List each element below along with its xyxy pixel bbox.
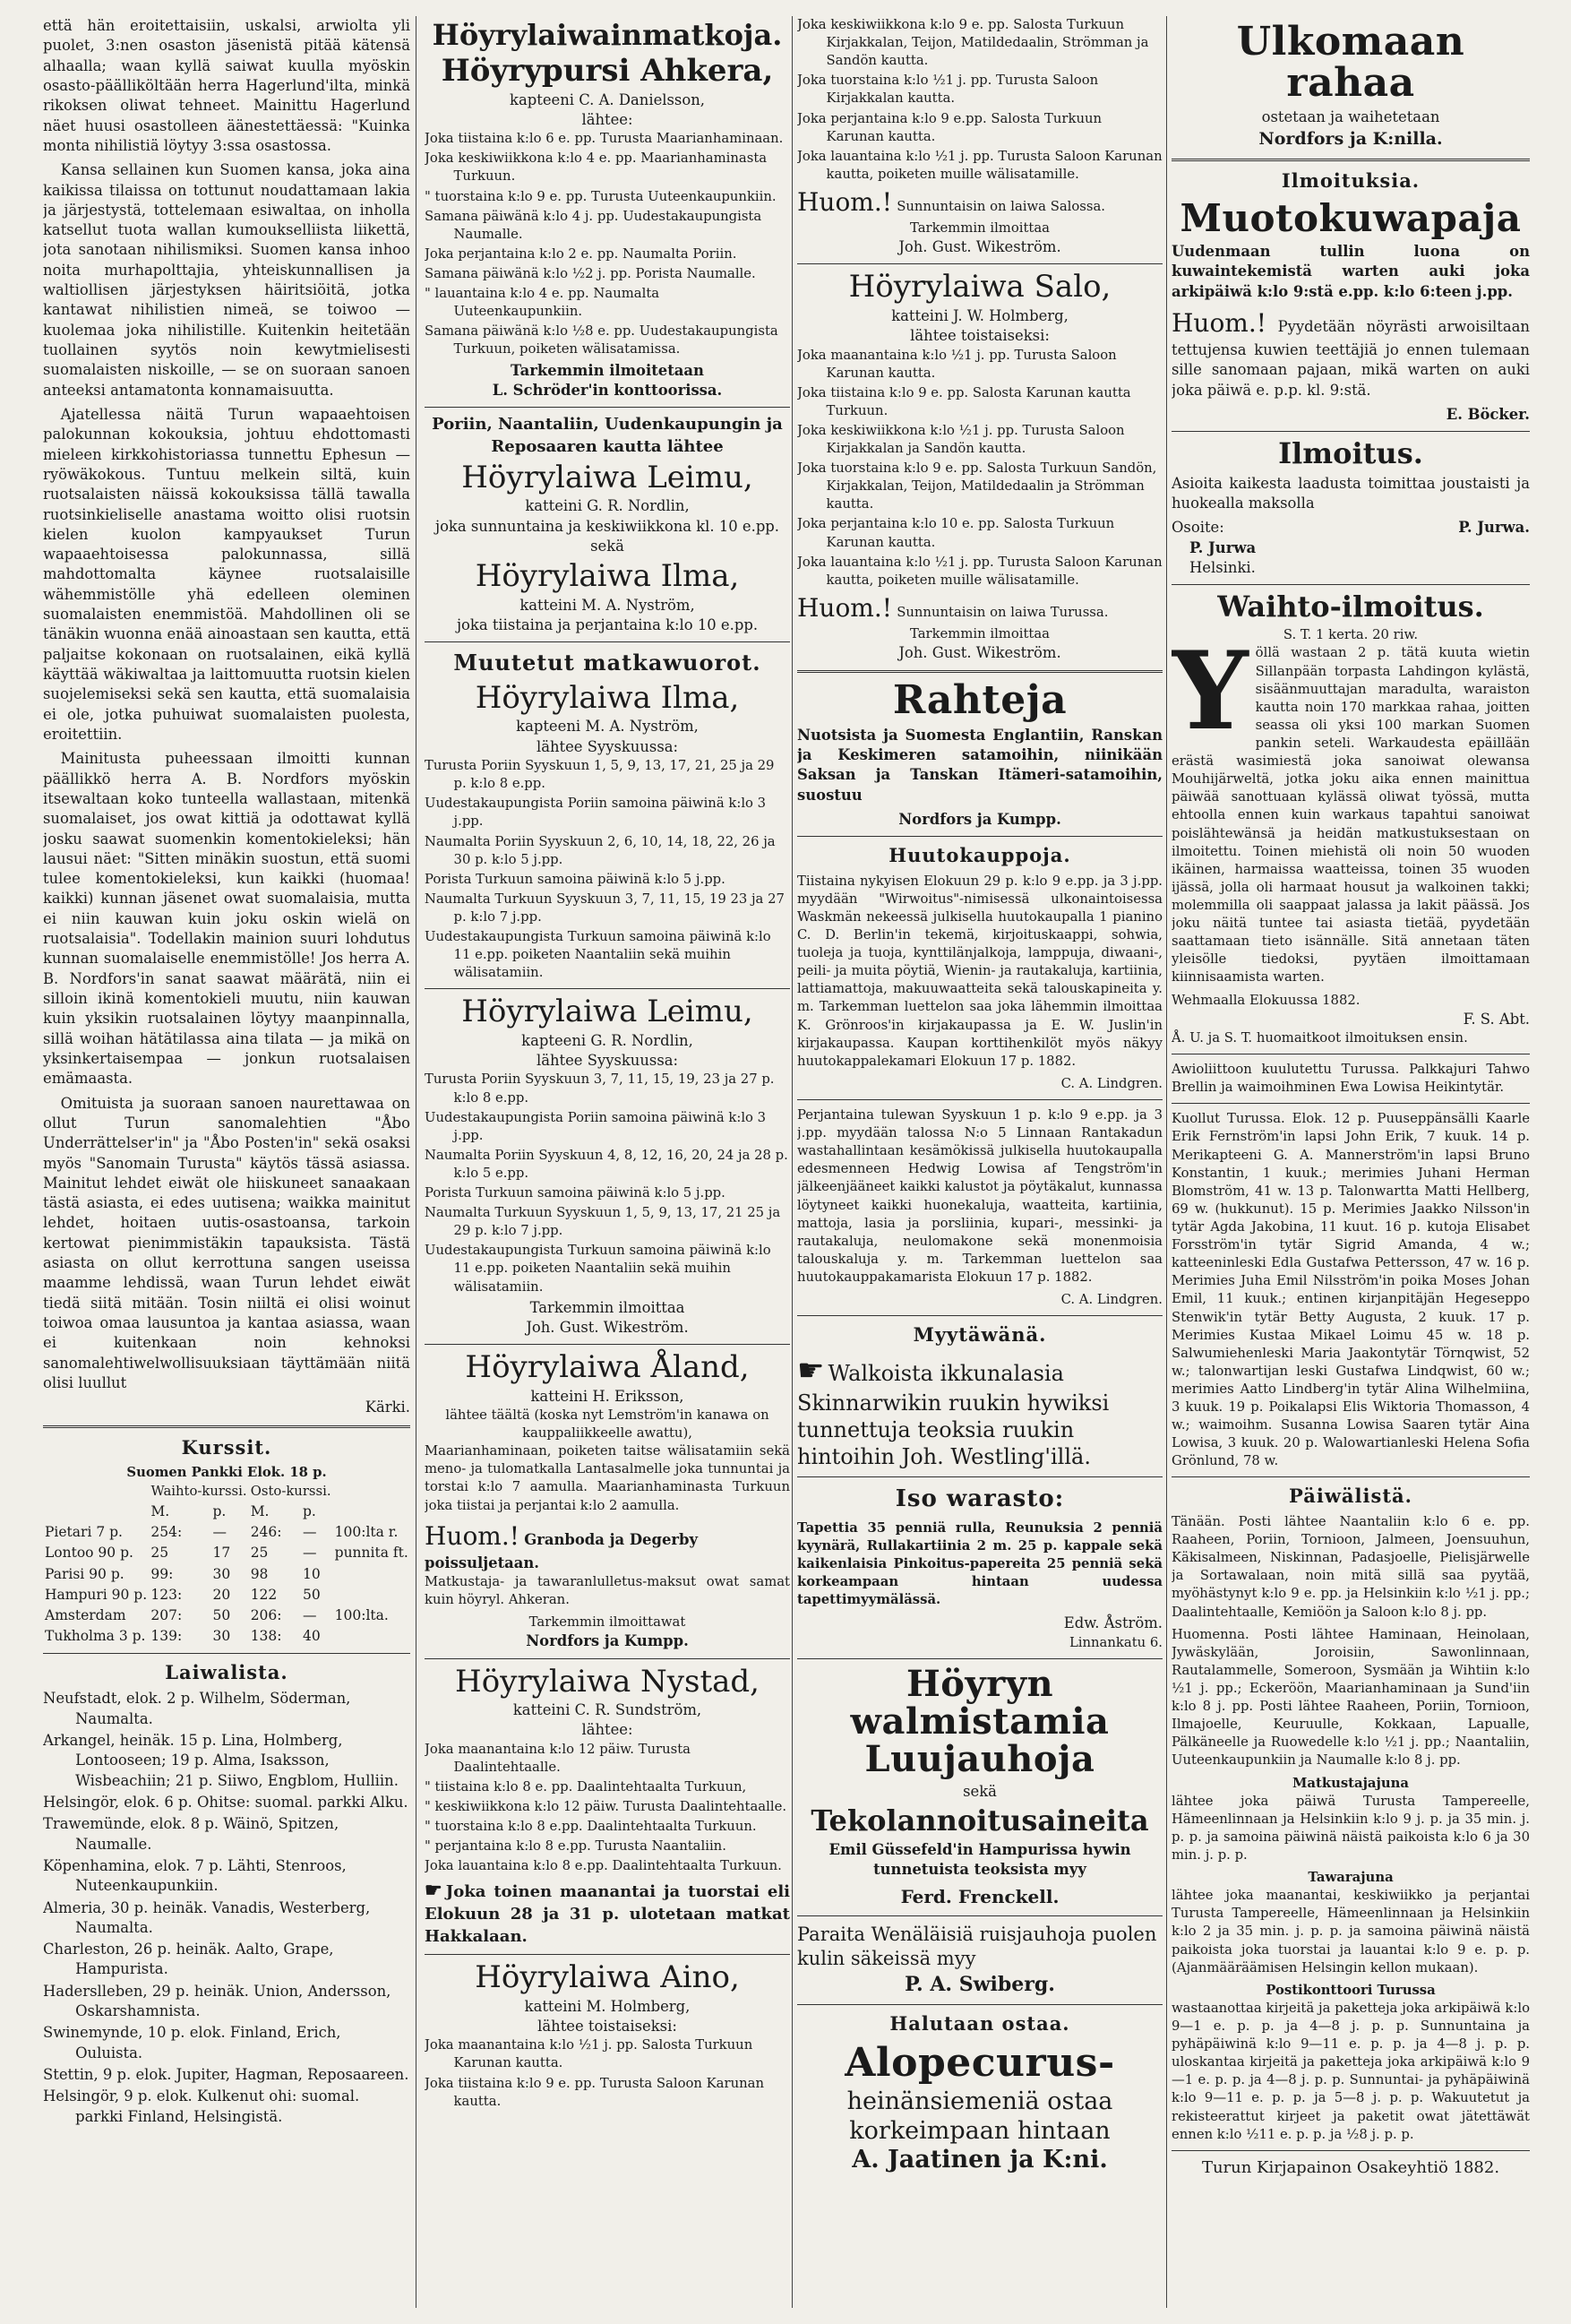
schedule-line: Uudestakaupungista Poriin samoina päiwinä k:lo 3 j.pp. — [425, 796, 767, 830]
huom-label: Huom.! — [1172, 308, 1267, 339]
article-paragraph: että hän eroitettaisiin, uskalsi, arwiolta yli puolet, 3:nen osaston jäsenistä pitää kätensä alhaalla; waan kyllä saiwat kuulla myöskin osasto-päälliköltään herra Hagerlund'ilta, minkä rikoksen oliwat tehneet. Mainittu Hagerlund näet huusi osastolleen äänestettäessä: "Kuinka monta nihilistiä löytyy 3:ssa osastossa. — [43, 17, 410, 154]
divider — [797, 1315, 1163, 1316]
rates-city: Lontoo 90 p. — [45, 1545, 133, 1562]
schedule-more: Tarkemmin ilmoitetaan — [511, 361, 704, 379]
schedule-line: Joka tiistaina k:lo 6 e. pp. Turusta Maarianhaminaan. — [425, 131, 784, 147]
ship-text: lähtee täältä (koska nyt Lemström'in kanawa on kauppaliikkeelle awattu), — [445, 1407, 769, 1442]
matkustaja-text: lähtee joka päiwä Turusta Tampereelle, Hämeenlinnaan ja Helsinkiin k:lo 9 j. p. ja 35 min. j. p. p. ja samoina päiwinä näistä paikoista k:lo 6 ja 30 min. j. p. p. — [1172, 1793, 1530, 1863]
iso-warasto-title: Iso warasto: — [895, 1485, 1065, 1513]
ostetaan-text: ostetaan ja waihetetaan — [1261, 108, 1440, 126]
column-2 — [425, 16, 790, 2308]
column-rule — [1166, 16, 1167, 2308]
alopecurus-title: Alopecurus- — [845, 2039, 1115, 2086]
rates-cell: 254: — [150, 1524, 183, 1541]
rates-unit: M. — [250, 1503, 270, 1520]
schedule-line: Turusta Poriin Syyskuun 3, 7, 11, 15, 19, 23 ja 27 p. k:lo 8 e.pp. — [425, 1072, 775, 1106]
tanaan-text: Tänään. Posti lähtee Naantaliin k:lo 6 e. pp. Raaheen, Poriin, Tornioon, Jalmeen, Joensuuhun, Käkisalmeen, Niskinnan, Padasjoelle, Pielisjärwelle ja Sortawalaan, noin mitä sillä saa pyytää, myöhästynyt k:lo 9 e. pp. ja Helsinkiin k:lo ½1 j. pp.; Daalintehtaalle, Kemiöön ja Saloon k:lo 8 j. pp. — [1172, 1514, 1530, 1620]
schedule-more: Tarkemmin ilmoittawat — [528, 1614, 686, 1631]
list-item: Helsingör, elok. 6 p. Ohitse: suomal. parkki Alku. — [43, 1793, 408, 1811]
schedule-line: Naumalta Turkuun Syyskuun 3, 7, 11, 15, 19 23 ja 27 p. k:lo 7 j.pp. — [425, 891, 785, 925]
auction-text: Perjantaina tulewan Syyskuun 1 p. k:lo 9 e.pp. ja 3 j.pp. myydään talossa N:o 5 Linnaan Rantakadun wastahallintaan kesämökissä julkisella huutokaupalla edesmenneen Hedwig Lowisa af Tengström'in jälkeenjääneet kaikki kalustot ja pöytäkalut, kunnassa löytyneet kaikki huonekaluja, waatteita, kartiinia, mattoja, lasia ja porsliinia, kupari-, messinki- ja rautakaluja, neulomakone sekä monenmoisia talouskaluja y. m. Tarkemman luettelon saa huutokauppakamarista Elokuun 17 p. 1882. — [797, 1107, 1163, 1286]
ship-captain: kapteeni G. R. Nordlin, — [521, 1031, 693, 1049]
seka-label: sekä — [963, 1782, 997, 1800]
ship-ilma2-name: Höyrylaiwa Ilma, — [475, 680, 740, 717]
list-item: Köpenhamina, elok. 7 p. Lähti, Stenroos, Nuteenkaupunkiin. — [43, 1856, 347, 1895]
huom-text: Tarkemmin ilmoittaa — [909, 220, 1051, 237]
column-3 — [797, 16, 1163, 2308]
divider — [425, 988, 790, 989]
rates-cell: 139: — [150, 1627, 183, 1644]
divider — [1172, 159, 1530, 161]
ilmoitus-text: Asioita kaikesta laadusta toimittaa joustaisti ja huokealla maksolla — [1172, 474, 1530, 512]
frenckell-signature: Ferd. Frenckell. — [900, 1885, 1060, 1907]
paraita-text: Paraita Wenäläisiä ruisjauhoja puolen kulin säkeissä myy — [797, 1923, 1157, 1970]
rahteja-text: Nuotsista ja Suomesta Englantiin, Ranskan ja Keskimeren satamoihin, niinikään Saksan ja Tanskan Itämeri-satamoihin, suostuu — [797, 726, 1163, 804]
schedule-more: Tarkemmin ilmoittaa — [529, 1298, 685, 1316]
ship-captain: katteini G. R. Nordlin, — [525, 497, 690, 515]
schedule-line: " tuorstaina k:lo 8 e.pp. Daalintehtaalta Turkuun. — [425, 1819, 757, 1835]
schedule-line: Samana päiwänä k:lo 4 j. pp. Uudestakaupungista Naumalle. — [425, 208, 762, 242]
schedule-line: Joka keskiwiikkona k:lo ½1 j. pp. Turusta Saloon Kirjakkalan ja Sandön kautta. — [797, 422, 1125, 457]
divider — [1172, 1103, 1530, 1104]
rates-cell: — — [302, 1524, 317, 1541]
waihto-signature: F. S. Abt. — [1463, 1010, 1530, 1028]
huom-text: Granboda ja Degerby poissuljetaan. — [425, 1530, 698, 1571]
ship-captain: katteini H. Eriksson, — [530, 1387, 684, 1405]
ship-text: joka sunnuntaina ja keskiwiikkona kl. 10 e.pp. — [434, 517, 780, 535]
divider — [797, 1915, 1163, 1916]
ship-schedule — [797, 16, 1163, 184]
divider — [425, 1344, 790, 1345]
schedule-line: Naumalta Poriin Syyskuun 4, 8, 12, 16, 20, 24 ja 28 p. k:lo 5 e.pp. — [425, 1147, 788, 1181]
rates-cell: 122 — [250, 1586, 278, 1603]
ship-schedule — [425, 130, 790, 358]
pointing-hand-icon: ☛ — [797, 1352, 825, 1389]
iso-warasto-address: Linnankatu 6. — [1069, 1634, 1163, 1650]
huom-notice — [797, 185, 1163, 258]
article-paragraph: Kansa sellainen kun Suomen kansa, joka aina kaikissa tilaissa on tottunut noudattamaan lakia ja järjestystä, tottelemaan esiwaltaa, on inholla katsellut tuota wallan kumoukselliista liikettä, jota sanotaan nihilismiksi. Suomen kansa inhoo noita murhapolttajia, yhteiskunnallisen ja waltiollisen järjestyksen häiritsiöitä, jotka kantawat nihilistien nimeä, se toiwoo — kuolemaa joka nihilistille. Kuitenkin heitetään tuollainen syytös noin kewytmielisesti suomalaisten niskoille, — se on suoraan sanoen anteeksi antamatonta konnamaisuutta. — [43, 161, 410, 399]
divider — [797, 670, 1163, 673]
column-1 — [43, 16, 410, 2308]
paiwalista-title: Päiwälistä. — [1289, 1485, 1412, 1508]
rates-cell: 17 — [212, 1545, 231, 1562]
ship-captain: katteini M. A. Nyström, — [519, 596, 695, 614]
waihto-sub: S. T. 1 kerta. 20 riw. — [1283, 627, 1419, 643]
laiwalista-title: Laiwalista. — [165, 1660, 288, 1683]
huom-signature: Joh. Gust. Wikeström. — [898, 238, 1061, 256]
rates-cell: 206: — [250, 1606, 282, 1623]
posti-title: Postikonttoori Turussa — [1266, 1982, 1436, 1998]
rates-cell: 20 — [212, 1586, 231, 1603]
schedule-line: Joka lauantaina k:lo 8 e.pp. Daalintehtaalta Turkuun. — [425, 1858, 782, 1874]
rates-cell: 99: — [150, 1565, 174, 1582]
rates-row — [43, 1543, 410, 1563]
jaatinen-signature: A. Jaatinen ja K:ni. — [852, 2145, 1108, 2173]
ship-aland-name: Höyrylaiwa Åland, — [465, 1349, 750, 1386]
divider — [1172, 2150, 1530, 2151]
hoyryn-title: Höyryn walmistamia Luujauhoja — [850, 1662, 1110, 1780]
rates-note: 100:lta r. — [334, 1524, 399, 1541]
divider — [797, 263, 1163, 264]
article-signature: Kärki. — [365, 1399, 410, 1416]
rates-unit: p. — [212, 1503, 227, 1520]
ship-nystad-name: Höyrylaiwa Nystad, — [455, 1663, 760, 1700]
posti-text: wastaanottaa kirjeitä ja paketteja joka arkipäiwä k:lo 9—1 e. p. p. ja 4—8 j. p. p. Sunnuntaina ja pyhäpäiwinä k:lo 9—11 e. p. p. ja 4—8 j. p. p. uloskantaa kirjeitä ja paketteja joka arkipäiwä k:lo 9—1 e. p. p. ja 4—8 j. p. p. Sunnuntai- ja pyhäpäiwinä k:lo 9—11 e. p. p. ja 5—8 j. p. p. Wakuutetut ja rekisteerattut kirjeet ja paketit owat jätettäwät ennen k:lo ½11 e. p. p. ja ½8 j. p. p. — [1172, 2000, 1530, 2142]
nordfors-signature: Nordfors ja K:nilla. — [1258, 128, 1443, 149]
divider — [1172, 1476, 1530, 1477]
ship-captain: katteini C. R. Sundström, — [512, 1701, 702, 1719]
rates-cell: 25 — [250, 1545, 269, 1562]
schedule-line: Joka keskiwiikkona k:lo 4 e. pp. Maarianhaminasta Turkuun. — [425, 151, 768, 185]
schedule-line: Naumalta Poriin Syyskuun 2, 6, 10, 14, 18, 22, 26 ja 30 p. k:lo 5 j.pp. — [425, 833, 776, 867]
rates-note: 100:lta. — [334, 1606, 389, 1623]
rates-note — [333, 1585, 410, 1605]
schedule-line: Joka perjantaina k:lo 9 e.pp. Salosta Turkuun Karunan kautta. — [797, 110, 1103, 144]
rates-row — [43, 1585, 410, 1605]
ship-captain: katteini J. W. Holmberg, — [891, 306, 1069, 324]
bocker-signature: E. Böcker. — [1446, 406, 1530, 424]
ship-leimu2-name: Höyrylaiwa Leimu, — [461, 994, 753, 1030]
ship-leaves: lähtee Syyskuussa: — [536, 737, 679, 755]
muotokuwa-title: Muotokuwapaja — [1180, 196, 1522, 241]
divider — [797, 1658, 1163, 1659]
column-rule — [792, 16, 793, 2308]
rates-city: Hampuri 90 p. — [45, 1586, 148, 1603]
schedule-signature: Joh. Gust. Wikeström. — [526, 1319, 689, 1337]
list-item: Almeria, 30 p. heinäk. Vanadis, Westerberg, Naumalta. — [43, 1898, 371, 1936]
rates-head-waihto: Waihto-kurssi. — [150, 1484, 247, 1500]
divider — [425, 1658, 790, 1659]
schedule-line: " tuorstaina k:lo 9 e. pp. Turusta Uuteenkaupunkiin. — [425, 188, 777, 204]
rates-note — [333, 1564, 410, 1585]
ship-captain: kapteeni C. A. Danielsson, — [510, 90, 705, 108]
list-item: Stettin, 9 p. elok. Jupiter, Hagman, Reposaareen. — [43, 2066, 409, 2084]
walkoista-ad — [797, 1352, 1163, 1471]
rates-unit: M. — [150, 1503, 170, 1520]
schedule-line: Joka tuorstaina k:lo 9 e. pp. Salosta Turkuun Sandön, Kirjakkalan, Teijon, Matildedaalin ja Strömman kautta. — [797, 460, 1157, 512]
schedule-line: " tiistaina k:lo 8 e. pp. Daalintehtaalta Turkuun, — [425, 1778, 747, 1795]
column-4 — [1172, 16, 1530, 2308]
ship-leaves: lähtee: — [581, 110, 633, 128]
schedule-line: Uudestakaupungista Turkuun samoina päiwinä k:lo 11 e.pp. poiketen Naantaliin sekä muihin wälisatamiin. — [425, 929, 771, 981]
seka-label: sekä — [590, 538, 624, 555]
rates-note — [333, 1626, 410, 1647]
rates-cell: 30 — [212, 1627, 231, 1644]
laiwalista-list — [43, 1689, 410, 2127]
kurssit-title: Kurssit. — [181, 1435, 272, 1459]
schedule-line: Joka maanantaina k:lo 12 päiw. Turusta Daalintehtaalle. — [425, 1741, 691, 1775]
huom-label: Huom.! — [797, 186, 893, 217]
ship-text: Maarianhaminaan, poiketen taitse wälisatamiin sekä meno- ja tulomatkalla Lantasalmelle joka tunnuntai ja torstai k:lo 7 aamulla. Maarianhaminasta Turkuun joka tiistai ja perjantai k:lo 2 aamulla. — [425, 1443, 790, 1513]
schedule-line: Joka tiistaina k:lo 9 e. pp. Salosta Karunan kautta Turkuun. — [797, 384, 1131, 418]
printer-footer: Turun Kirjapainon Osakeyhtiö 1882. — [1201, 2157, 1500, 2177]
divider — [1172, 584, 1530, 585]
schedule-line: Porista Turkuun samoina päiwinä k:lo 5 j.pp. — [425, 871, 725, 887]
iso-warasto-text: Tapettia 35 penniä rulla, Reunuksia 2 penniä kyynärä, Rullakartiinia 2 m. 25 p. kappale sekä kaikenlaisia Pinkoitus-papereita 25 penniä sekä korkeampaan hintaan uudessa tapettimyymälässä. — [797, 1519, 1163, 1608]
schedule-line: Samana päiwänä k:lo ½8 e. pp. Uudestakaupungista Turkuun, poiketen wälisatamissa. — [425, 323, 778, 357]
emil-text: Emil Güssefeld'in Hampurissa hywin tunnetuista teoksista myy — [828, 1841, 1131, 1879]
ilmoitus-title: Ilmoitus. — [1278, 436, 1423, 471]
huom-notice — [797, 591, 1163, 664]
schedule-line: Joka perjantaina k:lo 10 e. pp. Salosta Turkuun Karunan kautta. — [797, 516, 1115, 550]
rates-note: punnita ft. — [334, 1545, 408, 1562]
rates-cell: — — [302, 1606, 317, 1623]
ship-leaves: lähtee toistaiseksi: — [537, 2018, 677, 2036]
rahteja-signature: Nordfors ja Kumpp. — [898, 810, 1061, 828]
rates-city: Pietari 7 p. — [45, 1524, 123, 1541]
waihto-note: Å. U. ja S. T. huomaitkoot ilmoituksen ensin. — [1172, 1029, 1468, 1046]
schedule-line: Joka tiistaina k:lo 9 e. pp. Turusta Saloon Karunan kautta. — [425, 2075, 764, 2109]
rates-cell: 98 — [250, 1565, 269, 1582]
tawara-text: lähtee joka maanantai, keskiwiikko ja perjantai Turusta Tampereelle, Hämeenlinnaan ja Helsinkiin k:lo 2 ja 35 min. j. p. p. ja samoina päiwinä näistä paikoista joka tuorstai ja lauantai k:lo 9 e. p. p. (Ajanmääräämisen Helsingin kellon mukaan). — [1172, 1888, 1530, 1975]
divider — [425, 641, 790, 642]
schedule-line: " perjantaina k:lo 8 e.pp. Turusta Naantaliin. — [425, 1838, 726, 1855]
schedule-line: Joka perjantaina k:lo 2 e. pp. Naumalta Poriin. — [425, 245, 737, 262]
list-item: Swinemynde, 10 p. elok. Finland, Erich, Ouluista. — [43, 2024, 341, 2061]
schedule-line: Joka maanantaina k:lo ½1 j. pp. Turusta Saloon Karunan kautta. — [797, 347, 1117, 381]
huom-notice — [1172, 306, 1530, 400]
divider — [43, 1425, 410, 1428]
divider — [797, 1476, 1163, 1477]
schedule-line: Uudestakaupungista Turkuun samoina päiwinä k:lo 11 e.pp. poiketen Naantaliin sekä muihin wälisatamiin. — [425, 1243, 771, 1295]
ships-main-title: Höyrylaiwainmatkoja. — [432, 18, 783, 52]
huutokauppoja-title: Huutokauppoja. — [889, 844, 1071, 867]
rates-row — [43, 1564, 410, 1585]
osoite-row — [1172, 518, 1530, 538]
rates-cell: 50 — [212, 1606, 231, 1623]
rates-cell: 207: — [150, 1606, 183, 1623]
tawara-title: Tawarajuna — [1308, 1870, 1394, 1886]
ship-leimu-name: Höyrylaiwa Leimu, — [461, 460, 753, 496]
huom-text: Pyydetään nöyrästi arwoisiltaan tettujensa kuwien teettäjiä jo ennen tulemaan sille sanomaan pajaan, mikä warten on auki joka päiwä e. p.p. kl. 9:stä. — [1172, 318, 1530, 399]
article-body — [43, 16, 410, 1418]
divider — [425, 407, 790, 408]
ship-ilma-name: Höyrylaiwa Ilma, — [475, 558, 740, 595]
auction-text: Tiistaina nykyisen Elokuun 29 p. k:lo 9 e.pp. ja 3 j.pp. myydään "Wirwoitus"-nimisessä ulkonaintoisessa Waskmän nekeessä julkisella huutokaupalla 1 pianino C. D. Berlin'in tekemä, kirjoituskaappi, sohwia, tuoleja ja tuoja, kynttilänjalkoja, lamppuja, diwaani-, peili- ja muita pöytiä, Wienin- ja rautakaluja, kartiinia, lattiamattoja, makuuwaatteita sekä talouskapineita y. m. Tarkemman luettelon saa joka lähemmin ilmoittaa K. Grönroos'in kirjakaupassa ja E. W. Juslin'in kirjakaupassa. Kaupan korttihenkilöt myös näkyy huutokappalekamari Elokuun 17 p. 1882. — [797, 873, 1163, 1069]
rates-cell: 25 — [150, 1545, 169, 1562]
divider — [797, 836, 1163, 837]
kuollut-text: Kuollut Turussa. Elok. 12 p. Puuseppänsälli Kaarle Erik Fernström'in lapsi John Erik, 7 kuuk. 14 p. Merikapteeni G. A. Mannerström'in lapsi Bruno Konstantin, 1 kuuk.; merimies Juhani Herman Blomström, 41 w. 13 p. Talonwartta Matti Hellberg, 69 w. (hukkunut). 15 p. Merimies Jaakko Nilsson'in tytär Agda Jakobina, 11 kuut. 16 p. kutoja Elisabet Forsström'in tytär Sigrid Amanda, 4 w.; katteeninleski Edla Gustafwa Pettersson, 47 w. 16 p. Merimies Juha Emil Nilsström'in poika Moses Johan Emil, 11 kuuk.; entinen kirjanpitäjän Hegeseppo Stenwik'in tytär Betty Augusta, 2 kuuk. 17 p. Merimies Kustaa Mikael Loimu 45 w. 18 p. Salwumiehenleski Maria Jaakontytär Törnqwist, 52 w.; talonwartijan leski Gustafwa Lindqwist, 60 w.; merimies Aatto Lindberg'in tytär Alina Wilhelmiina, 3 kuuk. 19 p. Poikalapsi Elis Wiktoria Thomasson, 4 w.; waimoihm. Susanna Lowisa Saaren tytär Aina Lowisa, 3 kuuk. 20 p. Walowartianleski Helena Sofia Grönlund, 78 w. — [1172, 1111, 1530, 1469]
schedule-line: Turusta Poriin Syyskuun 1, 5, 9, 13, 17, 21, 25 ja 29 p. k:lo 8 e.pp. — [425, 758, 775, 792]
rates-table — [43, 1482, 410, 1647]
article-paragraph: Ajatellessa näitä Turun wapaaehtoisen palokunnan kokouksia, johtuu ehdottomasti mieleen kirkkohistoriassa tunnettu Ephesun — ryöwäkokous. Tuntuu melkein siltä, kuin ruotsalaisten näissä kokouksissa tällä tawalla ruotsinkieliselle anastama woitto olisi ruotsin kielen kuolon kampyaukset Turun wapaaehtoisessa palokunnassa, sillä mahdottomalta käynee ruotsalaisille wähemmistölle yhä edelleen oleminen suomalaisten enemmistöä. Mahdollinen oli se tänäkin wuonna enää ainoastaan sen kautta, että paljaitse kokonaan on ruotsalainen, eikä kyllä käyttää wäkiwaltaa ja laittomuutta ruotsin kielen suojelemiseksi sekä sen kautta, että suomalaisia ei ole, jotka puhuiwat suomalaisten puolesta, eroitettiin. — [43, 405, 410, 743]
schedule-office: L. Schröder'in konttoorissa. — [492, 381, 723, 399]
divider — [43, 1653, 410, 1654]
pori-heading: Poriin, Naantaliin, Uudenkaupungin ja Reposaaren kautta lähtee — [432, 415, 783, 456]
schedule-line: Uudestakaupungista Poriin samoina päiwinä k:lo 3 j.pp. — [425, 1109, 767, 1143]
rates-cell: 40 — [302, 1627, 321, 1644]
ulkomaan-title: Ulkomaan rahaa — [1236, 19, 1465, 107]
schedule-line: Porista Turkuun samoina päiwinä k:lo 5 j.pp. — [425, 1185, 725, 1201]
muotokuwa-text: Uudenmaan tullin luona on kuwaintekemistä warten auki joka arkipäiwä k:lo 9:stä e.pp. k:lo 6:teen j.pp. — [1172, 243, 1530, 300]
swiberg-signature: P. A. Swiberg. — [905, 1972, 1055, 1996]
rates-city: Tukholma 3 p. — [45, 1627, 146, 1644]
huom-text: Sunnuntaisin on laiwa Turussa. — [897, 604, 1109, 620]
ship-aino-name: Höyrylaiwa Aino, — [475, 1959, 740, 1996]
helsinki-label: Helsinki. — [1189, 558, 1256, 576]
rates-row — [43, 1605, 410, 1626]
list-item: Neufstadt, elok. 2 p. Wilhelm, Söderman, Naumalta. — [43, 1690, 351, 1727]
list-item: Arkangel, heinäk. 15 p. Lina, Holmberg, Lontooseen; 19 p. Alma, Isaksson, Wisbeachiin; 21 p. Siiwo, Engblom, Hulliin. — [43, 1732, 399, 1789]
huom-label: Huom.! — [425, 1520, 520, 1551]
list-item: Charleston, 26 p. heinäk. Aalto, Grape, Hampurista. — [43, 1941, 334, 1978]
ship-leaves: lähtee toistaiseksi: — [910, 327, 1050, 345]
rates-cell: 138: — [250, 1627, 282, 1644]
ship-schedule — [425, 2036, 790, 2110]
rates-cell: 123: — [150, 1586, 183, 1603]
walkoista-text: Walkoista ikkunalasia Skinnarwikin ruukin hywiksi tunnettuja teoksia ruukin hintoihin Joh. Westling'illä. — [797, 1360, 1110, 1470]
schedule-line: Naumalta Turkuun Syyskuun 1, 5, 9, 13, 17, 21 25 ja 29 p. k:lo 7 j.pp. — [425, 1205, 781, 1239]
rates-city: Amsterdam — [45, 1606, 126, 1623]
schedule-line: " keskiwiikkona k:lo 12 päiw. Turusta Daalintehtaalle. — [425, 1799, 787, 1815]
kurssit-subtitle: Suomen Pankki Elok. 18 p. — [126, 1465, 327, 1481]
schedule-line: " lauantaina k:lo 4 e. pp. Naumalta Uuteenkaupunkiin. — [425, 286, 660, 320]
ilmoituksia-title: Ilmoituksia. — [1281, 168, 1421, 192]
schedule-line: Joka tuorstaina k:lo ½1 j. pp. Turusta Saloon Kirjakkalan kautta. — [797, 73, 1099, 107]
ship-salo-name: Höyrylaiwa Salo, — [848, 269, 1112, 306]
huom-notice — [425, 1519, 790, 1573]
ship-text: joka tiistaina ja perjantaina k:lo 10 e.pp. — [456, 616, 759, 634]
schedule-line: Joka lauantaina k:lo ½1 j. pp. Turusta Saloon Karunan kautta, poiketen muille wälisatamille. — [797, 148, 1163, 182]
ship-text: Matkustaja- ja tawaranlulletus-maksut owat samat kuin höyryl. Ahkeran. — [425, 1574, 790, 1608]
list-item: Trawemünde, elok. 8 p. Wäinö, Spitzen, Naumalle. — [43, 1815, 339, 1853]
rates-cell: 30 — [212, 1565, 231, 1582]
divider — [425, 1954, 790, 1955]
rates-cell: 246: — [250, 1524, 282, 1541]
rates-cell: — — [212, 1524, 227, 1541]
auction-signature: C. A. Lindgren. — [1060, 1292, 1163, 1308]
dropcap-letter: Y — [1172, 628, 1249, 755]
article-paragraph: Omituista ja suoraan sanoen naurettawaa on ollut Turun sanomalehtien "Åbo Underrättelser'in" ja "Åbo Posten'in" sekä osaksi myös "Sanomain Turusta" käytös tässä asiassa. Mainitut lehdet eiwät ole hiiskuneet sanaakaan tästä asiasta, ei edes uutisena; waikka mainitut lehdet, hoitaen uutis-osastoansa, tarkoin kertowat pienimmistäkin tapauksista. Tästä asiasta on ollut kerrottuna sangen useissa maamme lehdissä, waan Turun lehdet eiwät tiedä siitä mitään. Tosin niiltä ei olisi woinut toiwoa omaa lausuntoa ja kantaa asiassa, waan ei kuitenkaan noin kehnoksi sanomalehtiwelwollisuuksiaan täyttämään niitä olisi luullut — [43, 1094, 410, 1391]
waihto-date: Wehmaalla Elokuussa 1882. — [1172, 992, 1361, 1008]
pointing-hand-icon: ☛ — [425, 1878, 442, 1902]
ship-schedule — [797, 347, 1163, 590]
ship-schedule — [425, 757, 790, 982]
rahteja-title: Rahteja — [892, 677, 1068, 724]
muutetut-title: Muutetut matkawuorot. — [453, 650, 761, 676]
huom-signature: Joh. Gust. Wikeström. — [898, 644, 1061, 662]
halutaan-title: Halutaan ostaa. — [889, 2012, 1070, 2036]
aino-notice-text: Joka toinen maanantai ja tuorstai eli Elokuun 28 ja 31 p. ulotetaan matkat Hakkalaan. — [425, 1881, 790, 1946]
myytawana-title: Myytäwänä. — [913, 1323, 1047, 1347]
waihto-body: öllä wastaan 2 p. tätä kuuta wietin Sillanpään torpasta Lahdingon kylästä, sisäänmuuttajan maradulta, waraiston kautta noin 170 markkaa rahaa, joitten seassa oli yksi 100 markan Suomen pankin seteli. Warkaudesta epäillään erästä wasimiestä joka sanoiwat olewansa Mouhijärweltä, jotka joku aika ennen mainittua päiwää sanottuaan kylässä oliwat työssä, mutta ehtoolla ennen kuin warkaus tapahtui sanoiwat poislähtewänsä ja heidän matkustuksestaan on ilmoitettu. Toinen miehistä oli noin 50 wuoden ikäinen, harmaissa waatteissa, toinen 35 wuoden ijässä, jolla oli harmaat housut ja walkoinen takki; molemmilla oli saappaat jalassa ja lakit päässä. Jos joku näitä tuntee tai asiasta tietää, pyydetään saattamaan tieto isännälle. Sitä annetaan täten yleisölle tiedoksi, pyytäen ilmoittamaan kiinnisaamista warten. — [1172, 645, 1530, 986]
rates-cell: 10 — [302, 1565, 321, 1582]
rates-row — [43, 1522, 410, 1543]
ship-schedule — [425, 1741, 790, 1876]
ship-ahkera-name: Höyrypursi Ahkera, — [441, 53, 774, 90]
ship-leaves: lähtee: — [581, 1721, 633, 1739]
iso-warasto-signature: Edw. Åström. — [1063, 1614, 1163, 1632]
divider — [797, 1099, 1163, 1100]
jurwa-address: P. Jurwa — [1189, 538, 1257, 556]
rates-unit: p. — [302, 1503, 316, 1520]
huom-label: Huom.! — [797, 592, 893, 623]
schedule-line: Joka keskiwiikkona k:lo 9 e. pp. Salosta Turkuun Kirjakkalan, Teijon, Matildedaalin, Strömman ja Sandön kautta. — [797, 17, 1149, 69]
tekolannoitus-title: Tekolannoitusaineita — [811, 1803, 1149, 1838]
list-item: Helsingör, 9 p. elok. Kulkenut ohi: suomal. parkki Finland, Helsingistä. — [43, 2087, 360, 2125]
ship-leaves: lähtee Syyskuussa: — [536, 1052, 679, 1070]
jurwa-signature: P. Jurwa. — [1458, 519, 1530, 537]
paraita-ad — [797, 1923, 1163, 1972]
huomenna-text: Huomenna. Posti lähtee Haminaan, Heinolaan, Jywäskylään, Joroisiin, Sawonlinnaan, Rautalammelle, Someroon, Sysmään ja Wihtiin k:lo ½1 j. pp.; Eckeröön, Maarianhaminaan ja Sund'iin k:lo 8 j. pp. Posti lähtee Raaheen, Poriin, Tornioon, Ilmajoelle, Keuruulle, Kokkaan, Lapualle, Pälkäneelle ja Ruowedelle k:lo ½1 j. pp.; Naantaliin, Uuteenkaupunkiin ja Naumalle k:lo 8 j. pp. — [1172, 1626, 1530, 1769]
ship-schedule — [425, 1071, 790, 1295]
rates-city: Parisi 90 p. — [45, 1565, 124, 1582]
ship-captain: kapteeni M. A. Nyström, — [516, 718, 699, 736]
ship-captain: katteini M. Holmberg, — [524, 1997, 691, 2015]
matkustaja-title: Matkustajajuna — [1292, 1775, 1409, 1791]
rates-cell: 50 — [302, 1586, 321, 1603]
rates-cell: — — [302, 1545, 317, 1562]
divider — [1172, 431, 1530, 432]
auction-signature: C. A. Lindgren. — [1060, 1075, 1163, 1091]
schedule-signature: Nordfors ja Kumpp. — [526, 1632, 689, 1650]
aino-notice — [425, 1878, 790, 1949]
list-item: Haderslleben, 29 p. heinäk. Union, Andersson, Oskarshamnista. — [43, 1982, 391, 2020]
rates-row — [43, 1626, 410, 1647]
rates-head-osto: Osto-kurssi. — [250, 1484, 331, 1500]
schedule-line: Joka maanantaina k:lo ½1 j. pp. Salosta Turkuun Karunan kautta. — [425, 2037, 753, 2071]
huom-text: Sunnuntaisin on laiwa Salossa. — [897, 198, 1106, 214]
divider — [797, 2004, 1163, 2005]
huom-text: Tarkemmin ilmoittaa — [909, 626, 1051, 641]
avioliitto-text: Awioliittoon kuulutettu Turussa. Palkkajuri Tahwo Brellin ja waimoihminen Ewa Lowisa Heikintytär. — [1172, 1062, 1530, 1096]
osoite-label: Osoite: — [1172, 519, 1224, 537]
heina-text: heinänsiemeniä ostaa korkeimpaan hintaan — [846, 2087, 1113, 2145]
schedule-line: Samana päiwänä k:lo ½2 j. pp. Porista Naumalle. — [425, 265, 756, 281]
schedule-line: Joka lauantaina k:lo ½1 j. pp. Turusta Saloon Karunan kautta, poiketen muille wälisatamille. — [797, 554, 1163, 588]
waihto-title: Waihto-ilmoitus. — [1217, 590, 1484, 624]
article-paragraph: Mainitusta puheessaan ilmoitti kunnan päällikkö herra A. B. Nordfors myöskin itsewaltaan koko tunteella wallastaan, mitenkä suomalaiset, jos owat kittiä ja odottawat kyllä josku saawat suomenkin komentokieleksi; hän lausui näet: "Sitten minäkin suostun, että suomi tulee komentokieleksi, kun kaikki (huomaa! kaikki) kunnan jäsenet owat suomalaisia, mutta ei niin kauwan kuin joku oskin wielä on ruotsalaisia". Todellakin mainion suuri lohdutus kunnan suomalaiselle enemmistölle! Jos herra A. B. Nordfors'in sanat saawat määrätä, niin ei silloin ikinä komentokieli muutu, niin kauwan kuin yksikin ruotsalainen löytyy maanpinnalla, sillä woihan hätätilassa aina tilata — ja mikä on yksinkertaisempaa — jonkun ruotsalaisen emämaasta. — [43, 750, 410, 1088]
